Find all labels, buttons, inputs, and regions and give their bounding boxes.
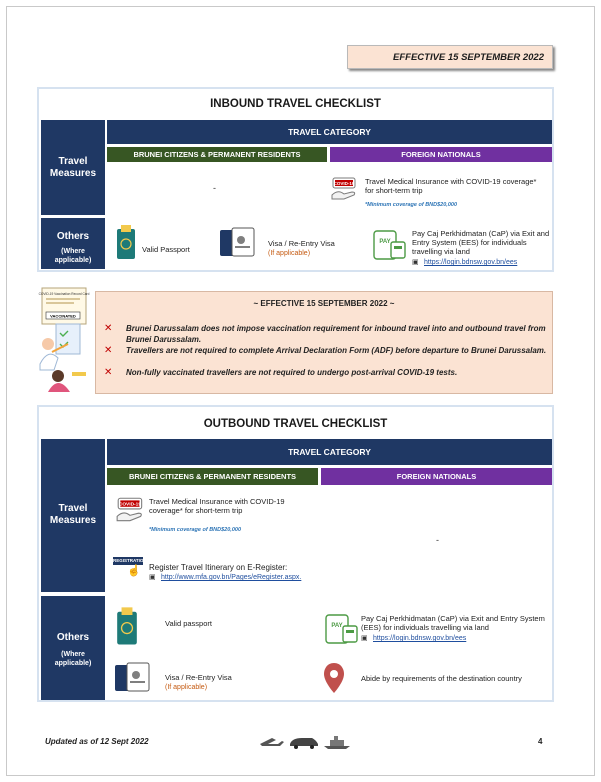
inbound-foreign-min-coverage: *Minimum coverage of BND$20,000 [365, 202, 458, 208]
outbound-pay-link[interactable] [361, 634, 466, 642]
laptop-icon: ▣ [361, 635, 368, 642]
red-x-icon: ✕ [104, 345, 113, 356]
outbound-row-others [41, 596, 105, 700]
travel-footer-icons [258, 732, 353, 750]
inbound-col-citizens: BRUNEI CITIZENS & PERMANENT RESIDENTS [107, 147, 327, 162]
outbound-row-others-label: Others [56, 632, 90, 643]
covid-insurance-icon [330, 175, 360, 203]
advisory-item-text: Brunei Darussalam does not impose vaccination requirement for inbound travel into and outbound travel from Brunei Darussalam. [126, 324, 546, 344]
inbound-title: INBOUND TRAVEL CHECKLIST [210, 98, 381, 110]
inbound-visa: Visa / Re-Entry Visa [268, 239, 335, 248]
record-card-text: COVID-19 Vaccination Record Card [38, 292, 90, 296]
covid-label: COVID-19 [118, 502, 141, 508]
inbound-passport: Valid Passport [142, 245, 190, 254]
outbound-pay-link-text[interactable]: https://login.bdnsw.gov.bn/ees [373, 635, 467, 642]
visa-icon [218, 226, 258, 260]
outbound-category-header: TRAVEL CATEGORY [107, 439, 552, 465]
inbound-pay: Pay Caj Perkhidmatan (CaP) via Exit and Entry System (EES) for individuals travelling via land [412, 229, 550, 256]
advisory-item [104, 323, 549, 345]
location-pin-icon [322, 661, 346, 695]
inbound-row-others [41, 218, 105, 269]
inbound-citizens-measures: - [213, 183, 216, 193]
covid-label: COVID-19 [333, 181, 355, 186]
outbound-register: Register Travel Itinerary on E-Register: [149, 563, 288, 572]
inbound-row-measures-label: Travel Measures [49, 156, 97, 179]
vaccination-illustration [36, 286, 94, 394]
outbound-register-link[interactable] [149, 573, 301, 581]
car-icon [290, 738, 318, 746]
visa-icon [113, 661, 153, 695]
outbound-row-measures-label: Travel Measures [49, 503, 97, 526]
outbound-row-others-sub: (Where applicable) [54, 651, 92, 667]
effective-date-banner: EFFECTIVE 15 SEPTEMBER 2022 [347, 45, 553, 69]
outbound-col-citizens: BRUNEI CITIZENS & PERMANENT RESIDENTS [107, 468, 318, 485]
inbound-visa-note: (If applicable) [268, 250, 311, 257]
outbound-foreign-measures: - [436, 535, 439, 545]
red-x-icon: ✕ [104, 367, 113, 378]
vaccinated-label: VACCINATED [50, 313, 76, 319]
pay-label: PAY [379, 239, 391, 245]
red-x-icon: ✕ [104, 323, 113, 334]
outbound-passport: Valid passport [165, 619, 212, 628]
outbound-insurance: Travel Medical Insurance with COVID-19 coverage* for short-term trip [149, 497, 285, 515]
advisory-item-text: Travellers are not required to complete Arrival Declaration Form (ADF) before departure to Brunei Darussalam. [126, 346, 547, 355]
laptop-icon: ▣ [412, 259, 419, 266]
inbound-category-header: TRAVEL CATEGORY [107, 120, 552, 144]
passport-icon [115, 607, 139, 647]
outbound-abide: Abide by requirements of the destination country [361, 674, 522, 683]
inbound-pay-link-text[interactable]: https://login.bdnsw.gov.bn/ees [424, 259, 518, 266]
inbound-checklist [37, 87, 554, 272]
airplane-icon [260, 738, 284, 746]
pay-icon [323, 611, 363, 645]
advisory-item [104, 345, 549, 356]
pay-label: PAY [331, 623, 343, 629]
inbound-pay-link[interactable] [412, 258, 517, 266]
inbound-row-others-sub: (Where applicable) [54, 248, 92, 264]
advisory-item-text: Non-fully vaccinated travellers are not required to undergo post-arrival COVID-19 tests. [126, 368, 458, 377]
updated-date: Updated as of 12 Sept 2022 [45, 737, 149, 746]
inbound-foreign-insurance: Travel Medical Insurance with COVID-19 coverage* for short-term trip [365, 177, 537, 195]
outbound-min-coverage: *Minimum coverage of BND$20,000 [149, 527, 242, 533]
laptop-icon: ▣ [149, 574, 156, 581]
inbound-row-measures [41, 120, 105, 215]
advisory-box [95, 291, 553, 394]
outbound-checklist [37, 405, 554, 702]
covid-insurance-icon [115, 495, 147, 525]
inbound-row-others-label: Others [56, 231, 90, 242]
outbound-title: OUTBOUND TRAVEL CHECKLIST [203, 418, 388, 430]
passport-icon [115, 225, 137, 261]
inbound-col-foreign: FOREIGN NATIONALS [330, 147, 552, 162]
outbound-visa: Visa / Re-Entry Visa [165, 673, 232, 682]
advisory-title: ~ EFFECTIVE 15 SEPTEMBER 2022 ~ [253, 299, 395, 308]
outbound-pay: Pay Caj Perkhidmatan (CaP) via Exit and Entry System (EES) for individuals travelling via land [361, 614, 545, 632]
outbound-visa-note: (If applicable) [165, 684, 208, 691]
registration-icon [113, 557, 145, 579]
page-number: 4 [538, 737, 543, 746]
outbound-row-measures [41, 439, 105, 592]
outbound-col-foreign: FOREIGN NATIONALS [321, 468, 552, 485]
registration-badge: REGISTRATION [113, 558, 147, 563]
hand-cursor-icon: ☝ [127, 565, 141, 577]
advisory-item [104, 367, 549, 378]
pay-icon [371, 227, 411, 261]
outbound-register-link-text[interactable]: http://www.mfa.gov.bn/Pages/eRegister.aspx. [161, 574, 302, 581]
ship-icon [324, 746, 350, 749]
